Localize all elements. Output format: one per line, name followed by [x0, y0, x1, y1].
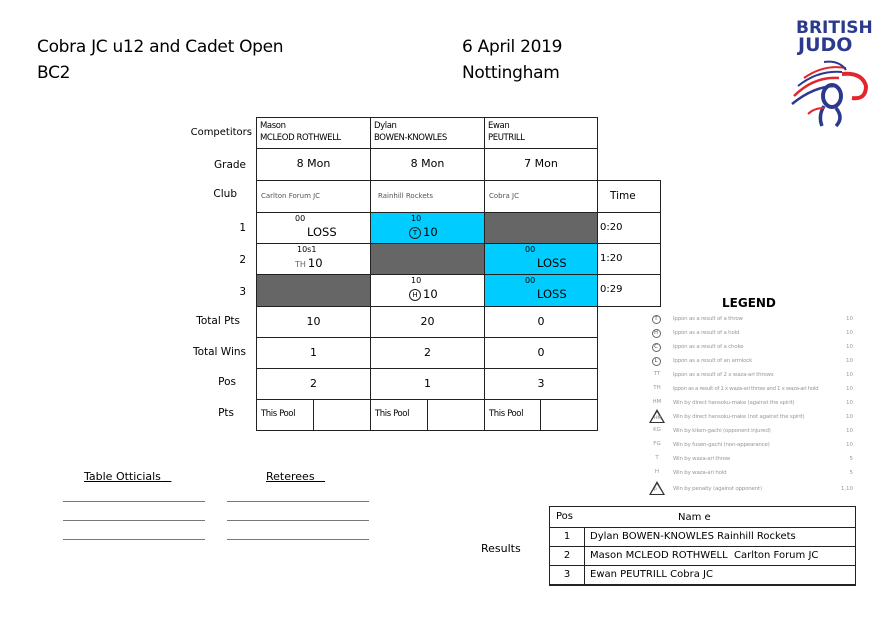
- total-pts-cell: 10: [256, 306, 371, 338]
- legend-code: P: [654, 488, 657, 493]
- competitor-last-name: MCLEOD ROTHWELL: [260, 133, 341, 143]
- legend-text: Ippon as a result of 1 x waza-ari throw and 1 x waza-ari hold: [673, 386, 819, 392]
- legend-item: [648, 483, 853, 497]
- bout-result: LOSS: [537, 256, 567, 270]
- results-table: [549, 506, 856, 586]
- bout-cell: [256, 243, 371, 275]
- legend-pts: 10: [846, 372, 853, 378]
- legend-pts: 10: [846, 358, 853, 364]
- referee-signature-line[interactable]: [227, 501, 369, 502]
- pos-cell: 3: [484, 368, 598, 400]
- bout-cell: [256, 212, 371, 244]
- label-pos: Pos: [218, 376, 236, 388]
- pool-name: BC2: [37, 63, 71, 83]
- legend-text: Win by direct hansoku-make (against the spirit): [673, 400, 795, 406]
- bout-time: 1:20: [597, 243, 661, 275]
- competitor-first-name: Mason: [260, 121, 286, 131]
- legend-pts: 10: [846, 316, 853, 322]
- label-total-pts: Total Pts: [196, 315, 240, 327]
- bout-points: 10: [423, 287, 438, 301]
- bout-score-code: 00: [295, 214, 306, 223]
- results-header-pos: Pos: [556, 511, 574, 522]
- bout-cell-blocked: [256, 274, 371, 307]
- legend-title: LEGEND: [722, 296, 776, 310]
- results-pos: 3: [563, 569, 571, 580]
- ippon-hold-icon: H: [652, 329, 661, 338]
- legend-item: [648, 425, 853, 439]
- total-wins-cell: 1: [256, 337, 371, 369]
- table-officials-label: Table Otticials: [84, 470, 161, 483]
- grade-cell: 8 Mon: [370, 148, 485, 181]
- competitor-first-name: Dylan: [374, 121, 397, 131]
- penalty-triangle-icon: [649, 481, 665, 495]
- legend-code: H: [654, 469, 660, 475]
- competitor-last-name: BOWEN-KNOWLES: [374, 133, 447, 143]
- results-header-name: Nam e: [678, 512, 711, 523]
- legend-pts: 10: [846, 442, 853, 448]
- british-judo-logo: [784, 18, 874, 128]
- label-club: Club: [213, 188, 237, 200]
- logo-text-judo: JUDO: [798, 34, 853, 56]
- pool-pts-value: [427, 399, 485, 431]
- legend-item: [648, 453, 853, 467]
- legend-pts: 1,10: [840, 486, 853, 492]
- legend-item: [648, 439, 853, 453]
- legend-item: [648, 467, 853, 481]
- legend-pts: 5: [849, 470, 853, 476]
- label-round-1: 1: [239, 222, 246, 234]
- bout-cell-win: [370, 212, 485, 244]
- judoka-icon: [784, 56, 874, 128]
- grade-cell: 8 Mon: [256, 148, 371, 181]
- club-cell: Cobra JC: [484, 180, 598, 213]
- bout-time: 0:29: [597, 274, 661, 307]
- referees-label: Reterees: [266, 470, 315, 483]
- legend-code: TH: [653, 385, 661, 391]
- legend-item: [648, 327, 853, 341]
- total-pts-cell: 0: [484, 306, 598, 338]
- bout-result: LOSS: [307, 225, 337, 239]
- table-official-signature-line[interactable]: [63, 520, 205, 521]
- bout-cell: [484, 243, 598, 275]
- bout-cell-blocked: [370, 243, 485, 275]
- legend-item: [648, 313, 853, 327]
- results-pos: 1: [563, 531, 571, 542]
- legend-text: Win by fusen-gachi (non-appearance): [673, 442, 770, 448]
- legend-pts: 10: [846, 428, 853, 434]
- bout-cell-blocked: [484, 212, 598, 244]
- grade-cell: 7 Mon: [484, 148, 598, 181]
- competitor-first-name: Ewan: [488, 121, 510, 131]
- ippon-throw-icon: T: [409, 227, 421, 239]
- competitor-cell: [370, 117, 485, 150]
- legend-code: HM: [654, 416, 662, 421]
- bout-cell: [370, 274, 485, 307]
- legend-item: [648, 383, 853, 397]
- pos-cell: 1: [370, 368, 485, 400]
- results-header-row: [549, 506, 856, 528]
- legend-code: T: [655, 455, 659, 461]
- results-pos: 2: [563, 550, 571, 561]
- results-row: [549, 546, 856, 566]
- bout-time: 0:20: [597, 212, 661, 244]
- legend-item: [648, 397, 853, 411]
- table-officials-heading: [84, 470, 171, 483]
- results-name: Ewan PEUTRILL Cobra JC: [590, 569, 713, 580]
- ippon-armlock-icon: L: [652, 357, 661, 366]
- competitor-last-name: PEUTRILL: [488, 133, 525, 143]
- bout-score-code: 10s1: [297, 245, 317, 254]
- total-wins-cell: 0: [484, 337, 598, 369]
- legend-text: Win by kiken-gachi (opponent injured): [673, 428, 771, 434]
- table-official-signature-line[interactable]: [63, 501, 205, 502]
- referees-heading: [266, 470, 325, 483]
- legend-code: KG: [653, 427, 661, 433]
- pos-cell: 2: [256, 368, 371, 400]
- bout-score-code: 00: [525, 245, 536, 254]
- club-cell: Rainhill Rockets: [370, 180, 485, 213]
- pool-pts-label: This Pool: [484, 399, 541, 431]
- legend-pts: 5: [849, 456, 853, 462]
- logo-text-british: BRITISH: [796, 18, 873, 38]
- bout-cell: [484, 274, 598, 307]
- legend-pts: 10: [846, 386, 853, 392]
- label-round-2: 2: [239, 254, 246, 266]
- table-official-signature-line[interactable]: [63, 539, 205, 540]
- bout-score-code: 10: [411, 214, 422, 223]
- legend-pts: 10: [846, 414, 853, 420]
- pool-pts-label: This Pool: [370, 399, 428, 431]
- referee-signature-line[interactable]: [227, 520, 369, 521]
- results-label: Results: [481, 542, 521, 555]
- legend-code: TT: [653, 371, 661, 377]
- pool-pts-value: [313, 399, 371, 431]
- bout-score-code: 10: [411, 276, 422, 285]
- legend-text: Ippon as a result of a hold: [673, 330, 740, 336]
- ippon-choke-icon: C: [652, 343, 661, 352]
- competitor-cell: [256, 117, 371, 150]
- legend-text: Win by penalty (against opponent): [673, 486, 762, 492]
- legend-text: Win by waza-ari throw: [673, 456, 731, 462]
- results-row: [549, 565, 856, 586]
- legend-item: [648, 341, 853, 355]
- legend-pts: 10: [846, 400, 853, 406]
- legend-item: [648, 355, 853, 369]
- legend-text: Win by direct hansoku-make (not against the spirit): [673, 414, 805, 420]
- bout-points: 10: [423, 225, 438, 239]
- label-total-wins: Total Wins: [192, 346, 246, 358]
- pool-pts-value: [540, 399, 598, 431]
- legend-text: Ippon as a result of a throw: [673, 316, 743, 322]
- results-name: Mason MCLEOD ROTHWELL Carlton Forum JC: [590, 550, 819, 561]
- bout-score-code: 00: [525, 276, 536, 285]
- time-header: Time: [597, 180, 661, 213]
- ippon-hold-icon: H: [409, 289, 421, 301]
- legend-pts: 10: [846, 330, 853, 336]
- total-pts-cell: 20: [370, 306, 485, 338]
- legend-code: FG: [653, 441, 661, 447]
- bout-points: 10: [307, 256, 323, 270]
- waza-ari-throw-hold-icon: TH: [295, 260, 306, 269]
- event-venue: Nottingham: [462, 63, 560, 83]
- ippon-throw-icon: T: [652, 315, 661, 324]
- legend-pts: 10: [846, 344, 853, 350]
- legend-text: Ippon as a result of 2 x waza-ari throws: [673, 372, 774, 378]
- legend-text: Win by waza-ari hold: [673, 470, 727, 476]
- label-grade: Grade: [213, 159, 246, 171]
- label-competitors: Competitors: [190, 127, 252, 138]
- legend-text: Ippon as a result of a choke: [673, 344, 744, 350]
- pool-pts-label: This Pool: [256, 399, 314, 431]
- total-wins-cell: 2: [370, 337, 485, 369]
- legend-item: [648, 411, 853, 425]
- legend-text: Ippon as a result of an armlock: [673, 358, 753, 364]
- event-date: 6 April 2019: [462, 37, 563, 57]
- results-name: Dylan BOWEN-KNOWLES Rainhill Rockets: [590, 531, 796, 542]
- event-title: Cobra JC u12 and Cadet Open: [37, 37, 284, 57]
- legend-item: [648, 369, 853, 383]
- label-round-3: 3: [239, 286, 246, 298]
- bout-result: LOSS: [537, 287, 567, 301]
- club-cell: Carlton Forum JC: [256, 180, 371, 213]
- legend-code: HM: [652, 399, 662, 405]
- referee-signature-line[interactable]: [227, 539, 369, 540]
- competitor-cell: [484, 117, 598, 150]
- label-pts: Pts: [218, 407, 234, 419]
- results-row: [549, 527, 856, 547]
